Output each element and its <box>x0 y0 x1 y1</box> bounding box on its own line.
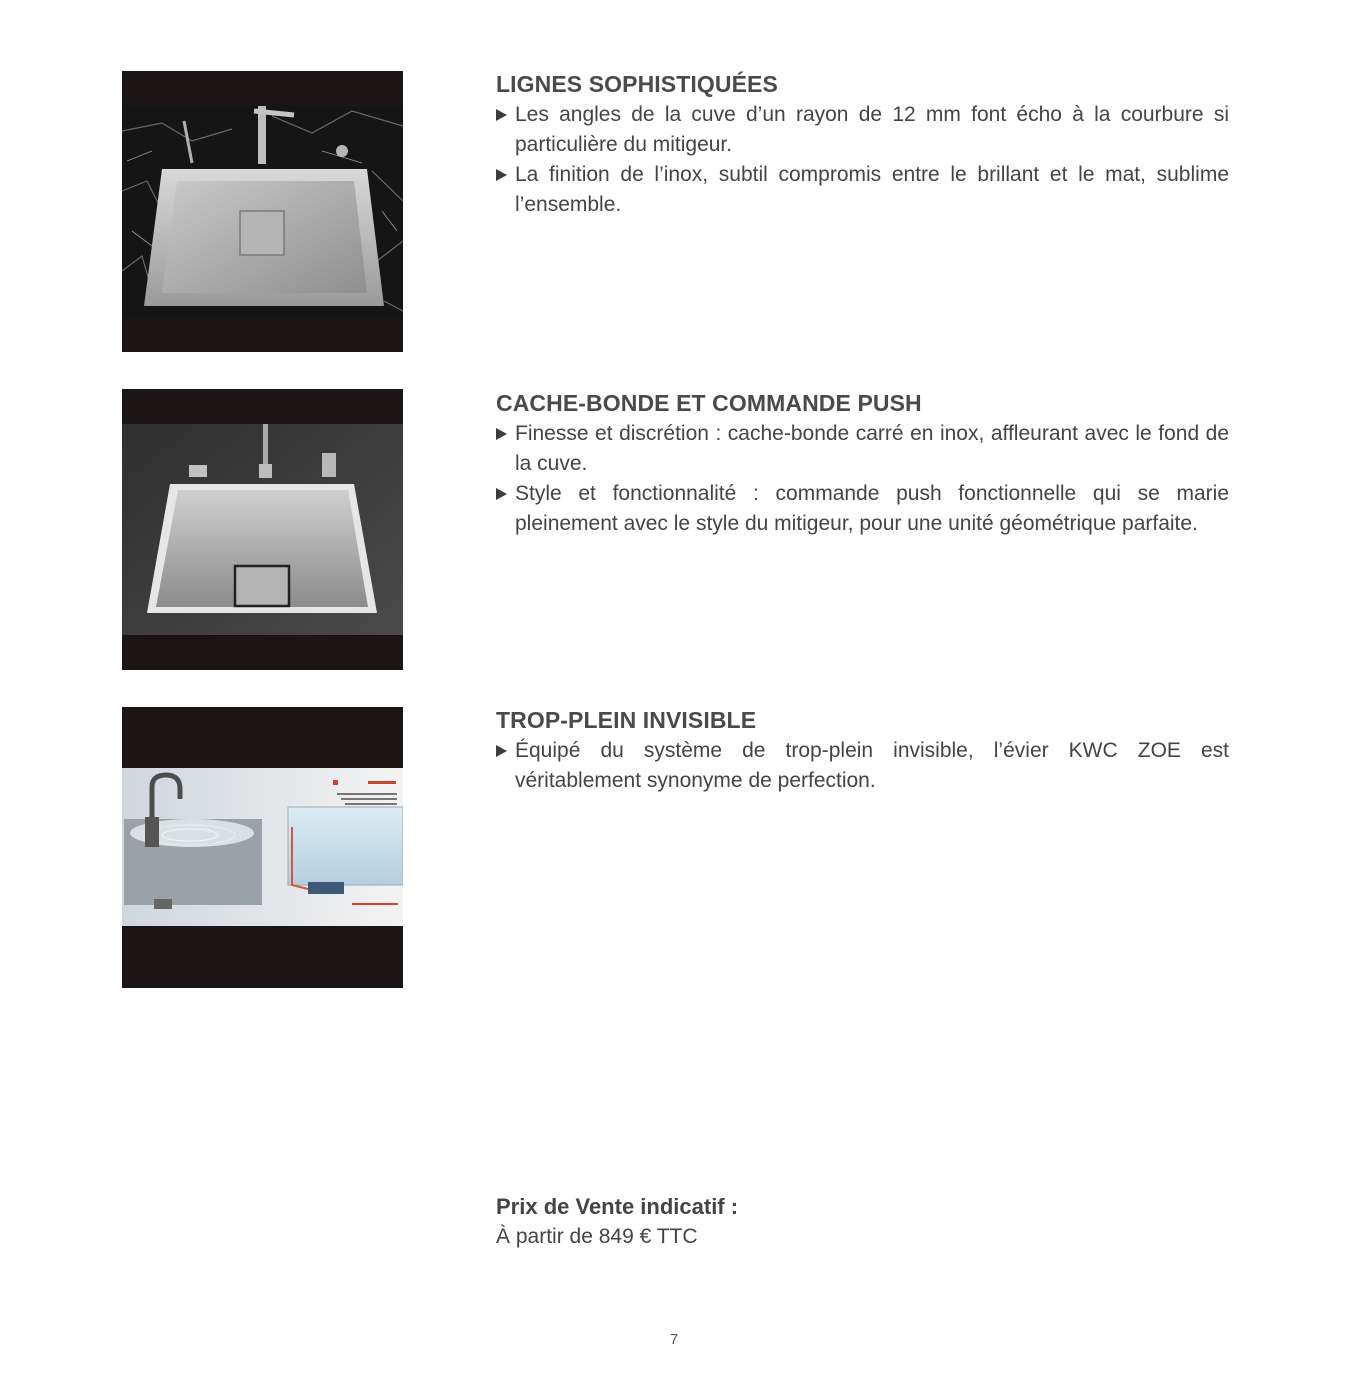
section-title: TROP-PLEIN INVISIBLE <box>496 707 757 733</box>
section-trop-plein <box>496 707 1229 796</box>
bullet-list <box>496 736 1229 796</box>
bullet-text: Finesse et discrétion : cache-bonde carré en inox, affleurant avec le fond de la cuve. <box>515 422 1229 475</box>
sink-push-control-photo <box>122 389 403 670</box>
bullet-text: Équipé du système de trop-plein invisible, l’évier KWC ZOE est véritablement synonyme de perfection. <box>515 739 1229 792</box>
triangle-bullet-icon <box>496 169 507 181</box>
triangle-bullet-icon <box>496 745 507 757</box>
bullet-text: Les angles de la cuve d’un rayon de 12 mm font écho à la courbure si particulière du mitigeur. <box>515 103 1229 156</box>
sink-marble-photo <box>122 71 403 352</box>
section-title: LIGNES SOPHISTIQUÉES <box>496 71 778 97</box>
triangle-bullet-icon <box>496 428 507 440</box>
price-value: À partir de 849 € TTC <box>496 1225 698 1248</box>
list-item <box>496 479 1229 539</box>
list-item <box>496 100 1229 160</box>
triangle-bullet-icon <box>496 109 507 121</box>
triangle-bullet-icon <box>496 488 507 500</box>
list-item <box>496 736 1229 796</box>
section-title: CACHE-BONDE ET COMMANDE PUSH <box>496 390 922 416</box>
list-item <box>496 160 1229 220</box>
price-label: Prix de Vente indicatif : <box>496 1194 739 1219</box>
bullet-text: La finition de l’inox, subtil compromis entre le brillant et le mat, sublime l’ensemble. <box>515 163 1229 216</box>
invisible-overflow-photo <box>122 707 403 988</box>
bullet-text: Style et fonctionnalité : commande push fonctionnelle qui se marie pleinement avec le style du mitigeur, pour une unité géométrique parfaite. <box>515 482 1229 535</box>
price-block <box>496 1193 738 1253</box>
section-cache-bonde <box>496 390 1229 539</box>
list-item <box>496 419 1229 479</box>
bullet-list <box>496 100 1229 220</box>
page-number: 7 <box>669 1331 679 1348</box>
bullet-list <box>496 419 1229 539</box>
section-lignes-sophistiquees <box>496 71 1229 220</box>
